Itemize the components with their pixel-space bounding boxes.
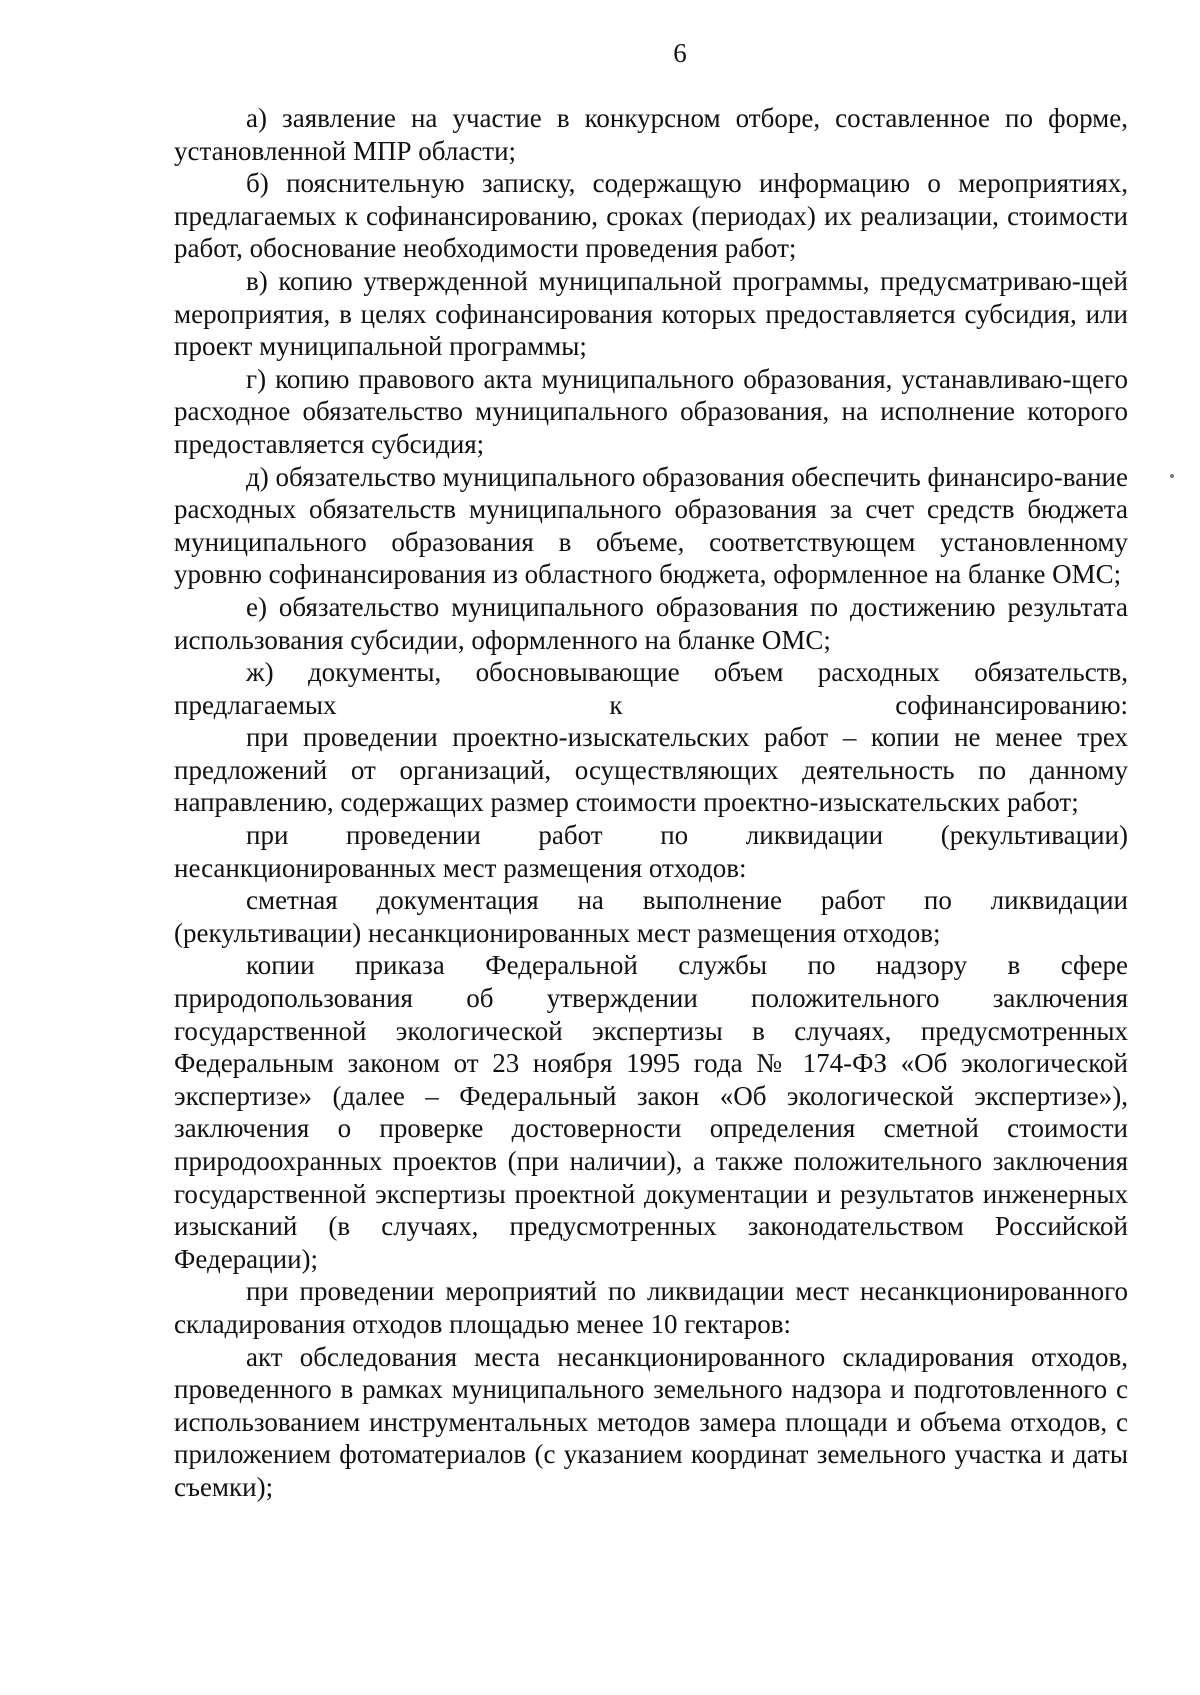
paragraph-liquidation-works: при проведении работ по ликвидации (рекультивации) несанкционированных мест размещения отходов: xyxy=(174,820,1128,883)
paragraph-inspection-act: акт обследования места несанкционированного складирования отходов, проведенного в рамках муниципального земельного надзора и подготовленного с использованием инструментальных методов замера площади и объема отходов, с приложением фотоматериалов (с указанием координат земельного участка и даты съемки); xyxy=(174,1341,1128,1502)
paragraph-a-application: а) заявление на участие в конкурсном отборе, составленное по форме, установленной МПР области; xyxy=(174,103,1128,166)
paragraph-estimate-documentation: сметная документация на выполнение работ по ликвидации (рекультивации) несанкционированных мест размещения отходов; xyxy=(174,885,1128,948)
page-number: 6 xyxy=(673,38,687,68)
scan-speck xyxy=(1170,474,1174,478)
paragraph-expertise-orders: копии приказа Федеральной службы по надзору в сфере природопользования об утверждении положительного заключения государственной экологической экспертизы в случаях, предусмотренных Федеральным законом от 23 ноября 1995 года № 174-ФЗ «Об экологической экспертизе» (далее – Федеральный закон «Об экологической экспертизе»), заключения о проверке достоверности определения сметной стоимости природоохранных проектов (при наличии), а также положительного заключения государственной экспертизы проектной документации и результатов инженерных изысканий (в случаях, предусмотренных законодательством Российской Федерации); xyxy=(174,950,1128,1274)
paragraph-small-sites: при проведении мероприятий по ликвидации мест несанкционированного складирования отходов площадью менее 10 гектаров: xyxy=(174,1276,1128,1339)
paragraph-e-result-obligation: е) обязательство муниципального образования по достижению результата использования субсидии, оформленного на бланке ОМС; xyxy=(174,591,1128,655)
paragraph-b-explanatory-note: б) пояснительную записку, содержащую информацию о мероприятиях, предлагаемых к софинансированию, сроках (периодах) их реализации, стоимости работ, обоснование необходимости проведения работ; xyxy=(174,168,1128,264)
paragraph-g-legal-act: г) копию правового акта муниципального образования, устанавливаю-щего расходное обязательство муниципального образования, на исполнение которого предоставляется субсидия; xyxy=(174,363,1128,459)
paragraph-v-municipal-program: в) копию утвержденной муниципальной программы, предусматриваю-щей мероприятия, в целях софинансирования которых предоставляется субсидия, или проект муниципальной программы; xyxy=(174,265,1128,362)
paragraph-design-survey-works: при проведении проектно-изыскательских работ – копии не менее трех предложений от организаций, осуществляющих деятельность по данному направлению, содержащих размер стоимости проектно-изыскательских работ; xyxy=(174,722,1128,818)
document-body xyxy=(174,102,1128,1504)
paragraph-zh-documents: ж) документы, обосновывающие объем расходных обязательств, предлагаемых к софинансированию: xyxy=(174,657,1128,720)
paragraph-d-funding-obligation: д) обязательство муниципального образования обеспечить финансиро-вание расходных обязательств муниципального образования за счет средств бюджета муниципального образования в объеме, соответствующем установленному уровню софинансирования из областного бюджета, оформленное на бланке ОМС; xyxy=(174,461,1128,590)
